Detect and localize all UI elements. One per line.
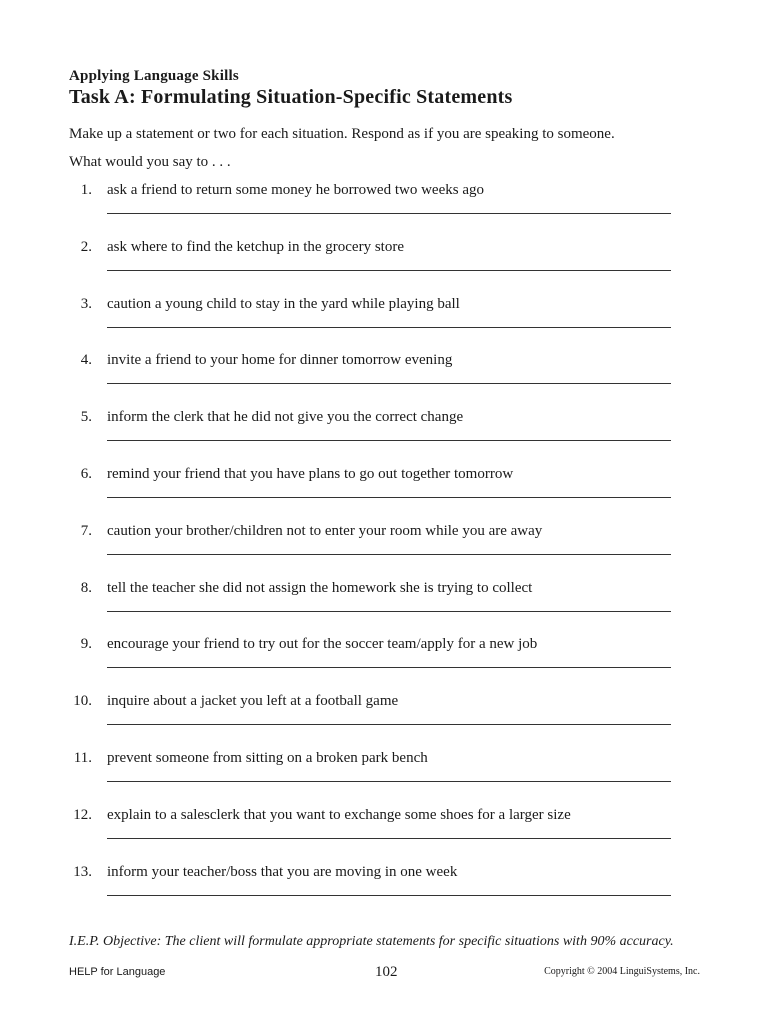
iep-objective: I.E.P. Objective: The client will formulate appropriate statements for specific situations with 90% accuracy.	[69, 934, 674, 949]
answer-line[interactable]	[107, 611, 671, 612]
answer-line[interactable]	[107, 383, 671, 384]
list-item	[0, 523, 770, 579]
prompt: What would you say to . . .	[69, 154, 231, 170]
list-item	[0, 296, 770, 352]
item-number: 10.	[73, 693, 92, 710]
item-number: 11.	[73, 750, 92, 766]
item-number: 6.	[80, 466, 92, 482]
item-number: 12.	[73, 806, 92, 823]
item-text: remind your friend that you have plans to go out together tomorrow	[107, 466, 514, 482]
item-number: 1.	[80, 182, 92, 198]
section-label: Applying Language Skills	[69, 68, 239, 84]
footer-book-title: HELP for Language	[69, 966, 166, 978]
item-number: 3.	[80, 295, 92, 312]
item-text: inform your teacher/boss that you are moving in one week	[107, 863, 458, 880]
item-text: inquire about a jacket you left at a football game	[107, 693, 399, 710]
footer-copyright: Copyright © 2004 LinguiSystems, Inc.	[544, 966, 700, 977]
item-number: 2.	[80, 238, 92, 255]
item-text: ask where to find the ketchup in the grocery store	[107, 238, 404, 255]
item-text: tell the teacher she did not assign the homework she is trying to collect	[107, 579, 533, 596]
list-item	[0, 636, 770, 692]
list-item	[0, 182, 770, 238]
list-item	[0, 693, 770, 749]
list-item	[0, 239, 770, 295]
item-text: caution your brother/children not to enter your room while you are away	[107, 522, 543, 539]
instructions: Make up a statement or two for each situation. Respond as if you are speaking to someone.	[69, 126, 615, 142]
list-item	[0, 750, 770, 806]
answer-line[interactable]	[107, 724, 671, 725]
page-number: 102	[375, 964, 398, 980]
task-title: Task A: Formulating Situation-Specific Statements	[69, 86, 513, 108]
answer-line[interactable]	[107, 554, 671, 555]
list-item	[0, 352, 770, 408]
list-item	[0, 580, 770, 636]
item-number: 13.	[73, 863, 92, 880]
item-number: 9.	[80, 636, 92, 653]
item-text: encourage your friend to try out for the soccer team/apply for a new job	[107, 636, 538, 653]
list-item	[0, 864, 770, 920]
answer-line[interactable]	[107, 270, 671, 271]
answer-line[interactable]	[107, 781, 671, 782]
item-number: 8.	[80, 579, 92, 596]
item-text: explain to a salesclerk that you want to exchange some shoes for a larger size	[107, 806, 571, 823]
item-number: 4.	[80, 352, 92, 369]
answer-line[interactable]	[107, 497, 671, 498]
item-text: ask a friend to return some money he borrowed two weeks ago	[107, 182, 484, 198]
item-text: invite a friend to your home for dinner tomorrow evening	[107, 352, 453, 369]
answer-line[interactable]	[107, 440, 671, 441]
item-number: 5.	[80, 409, 92, 426]
answer-line[interactable]	[107, 327, 671, 328]
answer-line[interactable]	[107, 667, 671, 668]
item-number: 7.	[80, 522, 92, 539]
item-text: prevent someone from sitting on a broken park bench	[107, 750, 428, 766]
item-text: inform the clerk that he did not give you the correct change	[107, 409, 464, 426]
list-item	[0, 466, 770, 522]
answer-line[interactable]	[107, 213, 671, 214]
answer-line[interactable]	[107, 895, 671, 896]
answer-line[interactable]	[107, 838, 671, 839]
list-item	[0, 807, 770, 863]
item-text: caution a young child to stay in the yard while playing ball	[107, 295, 460, 312]
list-item	[0, 409, 770, 465]
